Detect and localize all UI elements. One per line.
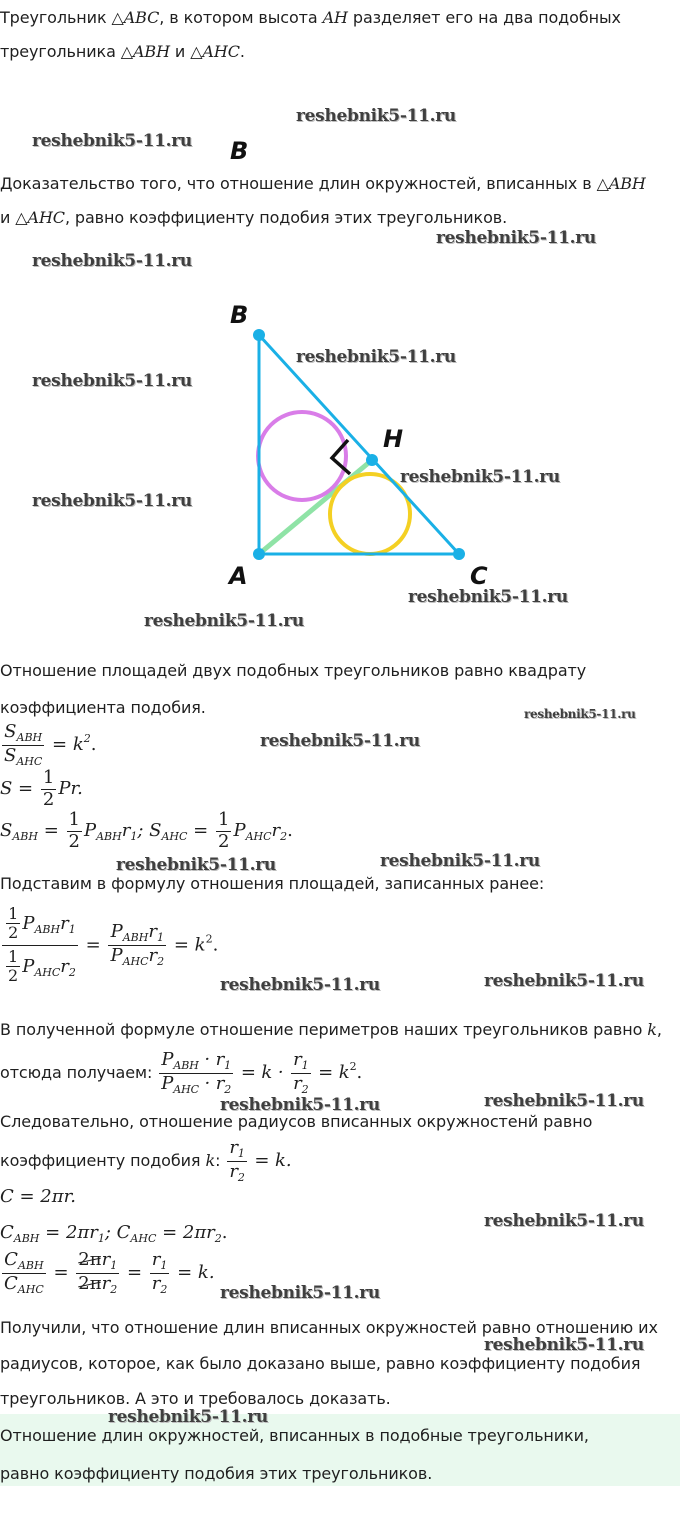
watermark: reshebnik5-11.ru	[220, 975, 380, 995]
f9-den-sub: AHC	[17, 1282, 44, 1296]
paragraph-4-line-1: Следовательно, отношение радиусов вписанных окружностенй равно	[0, 1112, 593, 1131]
vertex-label-b: B	[230, 301, 249, 329]
formula-substitution	[0, 905, 218, 986]
f5-num-r: · r	[204, 1049, 225, 1070]
f3-a: S	[0, 820, 13, 842]
f9-r-den-sub: 2	[160, 1282, 168, 1296]
f8-mid: = 2πr	[45, 1222, 98, 1243]
f5-den: P	[161, 1072, 174, 1094]
f4-r1b-sub: 1	[156, 931, 164, 945]
watermark: reshebnik5-11.ru	[484, 1335, 644, 1355]
watermark: reshebnik5-11.ru	[220, 1095, 380, 1115]
formula-perimeter	[157, 1049, 363, 1096]
f1-end: .	[90, 734, 97, 756]
triangle-abc-shape	[259, 335, 459, 554]
formula-circumference: C = 2πr.	[0, 1186, 76, 1207]
f3-p-sub: ABH	[96, 830, 122, 844]
f4-r1-sub: 1	[68, 922, 76, 936]
paragraph-5-line-3: треугольников. А это и требовалось доказать.	[0, 1389, 391, 1408]
f1-rhs: = k	[52, 734, 84, 756]
f4-p2b-sub: AHC	[122, 954, 149, 968]
point-a	[253, 548, 265, 560]
f5-den-r: · r	[204, 1072, 225, 1094]
f3-p: P	[83, 820, 97, 842]
f3-b-sub: AHC	[161, 830, 188, 844]
p3-k: k	[647, 1020, 657, 1039]
f9-num-sub: ABH	[17, 1259, 44, 1272]
f9-eq: =	[53, 1262, 69, 1284]
formula-areas	[0, 810, 293, 852]
f1-num-sub: ABH	[16, 731, 43, 744]
f9-r-num-sub: 1	[160, 1259, 168, 1272]
f5-fr-den: r	[293, 1072, 302, 1094]
f6-num: r	[229, 1137, 238, 1158]
watermark: reshebnik5-11.ru	[32, 131, 192, 151]
f3-p2: P	[233, 820, 246, 842]
vertex-label-c: C	[470, 562, 488, 590]
paragraph-4-line-2	[0, 1138, 291, 1184]
f6-den-sub: 2	[237, 1170, 245, 1184]
f2-num: 1	[42, 767, 55, 788]
f6-num-sub: 1	[237, 1147, 245, 1160]
watermark: reshebnik5-11.ru	[32, 371, 192, 391]
given-text-1: Треугольник	[0, 8, 112, 27]
watermark: reshebnik5-11.ru	[108, 1407, 268, 1427]
answer-box	[0, 1414, 680, 1486]
f3-end: .	[287, 820, 293, 842]
f5-num-r-sub: 1	[224, 1059, 232, 1072]
f5-rhs: = k	[318, 1062, 350, 1084]
p3-comma: ,	[656, 1020, 662, 1039]
f9-eq2: =	[126, 1262, 143, 1284]
paragraph-1-line-2: коэффициента подобия.	[0, 698, 206, 717]
paragraph-3-line-2	[0, 1050, 362, 1096]
watermark: reshebnik5-11.ru	[144, 611, 304, 631]
watermark: reshebnik5-11.ru	[484, 1091, 644, 1111]
f9-rhs: = k.	[177, 1262, 215, 1284]
f6-den: r	[229, 1160, 238, 1182]
f1-den-sub: AHC	[16, 754, 43, 768]
altitude-ah-line	[259, 460, 372, 554]
given-text-2: , в котором высота	[159, 8, 323, 27]
altitude-ah: AH	[322, 8, 348, 27]
f1-num: S	[4, 722, 17, 742]
watermark: reshebnik5-11.ru	[296, 106, 456, 126]
f5-den-sub: AHC	[173, 1082, 199, 1096]
watermark: reshebnik5-11.ru	[524, 707, 636, 721]
prove-line-1	[0, 174, 646, 193]
prove-text-3: , равно коэффициенту подобия этих треугольников.	[64, 208, 508, 227]
f4-p2b: P	[110, 944, 123, 966]
f9-den: C	[4, 1272, 18, 1294]
triangle-ahc: △AHC	[190, 42, 240, 61]
vertex-label-h: H	[383, 425, 404, 453]
f4-p1-sub: ABH	[34, 922, 61, 936]
f8-rhs: = 2πr	[162, 1222, 215, 1243]
f3-den: 2	[68, 830, 80, 852]
f9-s-num-sub: 1	[110, 1259, 118, 1272]
prove-line-2	[0, 208, 507, 227]
answer-line-1: Отношение длин окружностей, вписанных в подобные треугольники,	[0, 1426, 589, 1445]
triangle-abc: △ABC	[111, 8, 160, 27]
f3-a-sub: ABH	[12, 830, 38, 844]
watermark: reshebnik5-11.ru	[116, 855, 276, 875]
triangle-diagram	[0, 295, 680, 595]
f5-fr-num-sub: 1	[301, 1059, 309, 1072]
f3-r: r	[121, 820, 131, 842]
paragraph-3-line-1	[0, 1020, 662, 1039]
stray-label-b: B	[230, 137, 249, 165]
f3-r2-sub: 2	[280, 830, 288, 844]
point-b	[253, 329, 265, 341]
f6-rhs: = k.	[254, 1150, 292, 1172]
f3-eq2: =	[193, 820, 209, 842]
watermark: reshebnik5-11.ru	[32, 251, 192, 271]
f4-half-den: 2	[8, 923, 19, 943]
vertex-label-a: A	[229, 562, 248, 590]
p3-text-1: В полученной формуле отношение периметров наших треугольников равно	[0, 1020, 648, 1039]
f4-end: .	[212, 934, 219, 956]
f5-fr-num: r	[293, 1049, 302, 1070]
watermark: reshebnik5-11.ru	[484, 1211, 644, 1231]
f4-exp: 2	[205, 932, 213, 946]
f4-p1: P	[22, 912, 35, 934]
formula-area-general	[0, 768, 83, 810]
f1-den: S	[4, 744, 17, 766]
watermark: reshebnik5-11.ru	[436, 228, 596, 248]
prove-triangle-abh: △ABH	[596, 174, 646, 193]
paragraph-2: Подставим в формулу отношения площадей, записанных ранее:	[0, 874, 545, 893]
p3-text-2: отсюда получаем:	[0, 1063, 158, 1083]
given-text-4: треугольника	[0, 42, 121, 61]
f8-end: .	[221, 1222, 228, 1243]
f3-sep: ; S	[137, 820, 162, 842]
f5-num-sub: ABH	[173, 1059, 199, 1072]
f4-eq: =	[85, 934, 101, 956]
given-text-5: и	[169, 42, 191, 61]
given-text-6: .	[239, 42, 245, 61]
given-line-1	[0, 8, 621, 27]
p4-text: коэффициенту подобия	[0, 1151, 206, 1171]
watermark: reshebnik5-11.ru	[484, 971, 644, 991]
f8-rhs-sub: 2	[214, 1232, 222, 1245]
f5-fr-den-sub: 2	[301, 1082, 309, 1096]
p4-k: k	[205, 1151, 216, 1171]
answer-line-2: равно коэффициенту подобия этих треугольников.	[0, 1464, 433, 1483]
prove-triangle-ahc: △AHC	[15, 208, 65, 227]
f3-p2-sub: AHC	[245, 830, 272, 844]
point-c	[453, 548, 465, 560]
f9-r-num: r	[151, 1249, 161, 1270]
prove-text-1: Доказательство того, что отношение длин окружностей, вписанных в	[0, 174, 597, 193]
paragraph-5-line-1: Получили, что отношение длин вписанных окружностей равно отношению их	[0, 1318, 658, 1337]
formula-radius-ratio	[225, 1137, 292, 1184]
f8-a-sub: ABH	[13, 1232, 40, 1245]
f4-r2-sub: 2	[68, 965, 76, 979]
f2-lhs: S =	[0, 778, 34, 800]
f9-s-num-r: r	[101, 1249, 111, 1270]
f4-r2b: r	[148, 944, 158, 966]
formula-circumference-ratio	[0, 1250, 215, 1296]
f4-p1b: P	[110, 921, 123, 943]
f8-mid-sub: 1	[97, 1232, 105, 1245]
f5-exp: 2	[349, 1060, 357, 1074]
f3-r2: r	[271, 820, 281, 842]
f5-mid: = k ·	[240, 1062, 284, 1084]
paragraph-1-line-1: Отношение площадей двух подобных треугольников равно квадрату	[0, 661, 587, 680]
f3-num: 1	[68, 809, 80, 830]
f2-den: 2	[42, 788, 55, 810]
watermark: reshebnik5-11.ru	[408, 587, 568, 607]
formula-area-ratio	[0, 722, 96, 768]
watermark: reshebnik5-11.ru	[220, 1283, 380, 1303]
f9-s-den: 2π	[78, 1272, 102, 1294]
point-h	[366, 454, 378, 466]
f9-s-num: 2π	[78, 1249, 102, 1270]
f4-r1b: r	[148, 921, 157, 943]
watermark: reshebnik5-11.ru	[380, 851, 540, 871]
f8-b-sub: AHC	[130, 1232, 157, 1245]
f9-num: C	[4, 1249, 18, 1270]
f9-s-den-r: r	[101, 1272, 111, 1294]
f3-num2: 1	[217, 809, 230, 830]
given-line-2	[0, 42, 245, 61]
triangle-abh: △ABH	[120, 42, 170, 61]
f3-r-sub: 1	[130, 830, 138, 844]
f4-half-num-2: 1	[8, 946, 19, 966]
prove-text-2: и	[0, 208, 16, 227]
p4-colon: :	[215, 1151, 221, 1171]
f5-num: P	[161, 1049, 174, 1070]
f5-end: .	[356, 1062, 363, 1084]
f2-rhs: Pr.	[58, 778, 83, 800]
f3-den2: 2	[217, 830, 230, 852]
f4-p1b-sub: ABH	[122, 931, 149, 945]
f4-p2: P	[22, 955, 35, 977]
f4-half-den-2: 2	[8, 966, 19, 986]
f3-eq: =	[43, 820, 59, 842]
f4-r1: r	[60, 912, 69, 934]
f9-s-den-sub: 2	[110, 1282, 118, 1296]
watermark: reshebnik5-11.ru	[296, 347, 456, 367]
f5-den-r-sub: 2	[224, 1082, 232, 1096]
f4-r2b-sub: 2	[157, 954, 165, 968]
paragraph-5-line-2: радиусов, которое, как было доказано выше, равно коэффициенту подобия	[0, 1354, 641, 1373]
formula-circumferences	[0, 1222, 228, 1245]
given-text-3: разделяет его на два подобных	[347, 8, 621, 27]
f9-r-den: r	[151, 1272, 161, 1294]
watermark: reshebnik5-11.ru	[32, 491, 192, 511]
f4-half-num: 1	[8, 904, 19, 923]
watermark: reshebnik5-11.ru	[260, 731, 420, 751]
f4-r2: r	[60, 955, 69, 977]
f4-rhs: = k	[173, 934, 206, 956]
f4-p2-sub: AHC	[34, 965, 61, 979]
watermark: reshebnik5-11.ru	[400, 467, 560, 487]
f8-sep: ; C	[104, 1222, 131, 1243]
f8-a: C	[0, 1222, 14, 1243]
f1-exp: 2	[83, 732, 91, 746]
